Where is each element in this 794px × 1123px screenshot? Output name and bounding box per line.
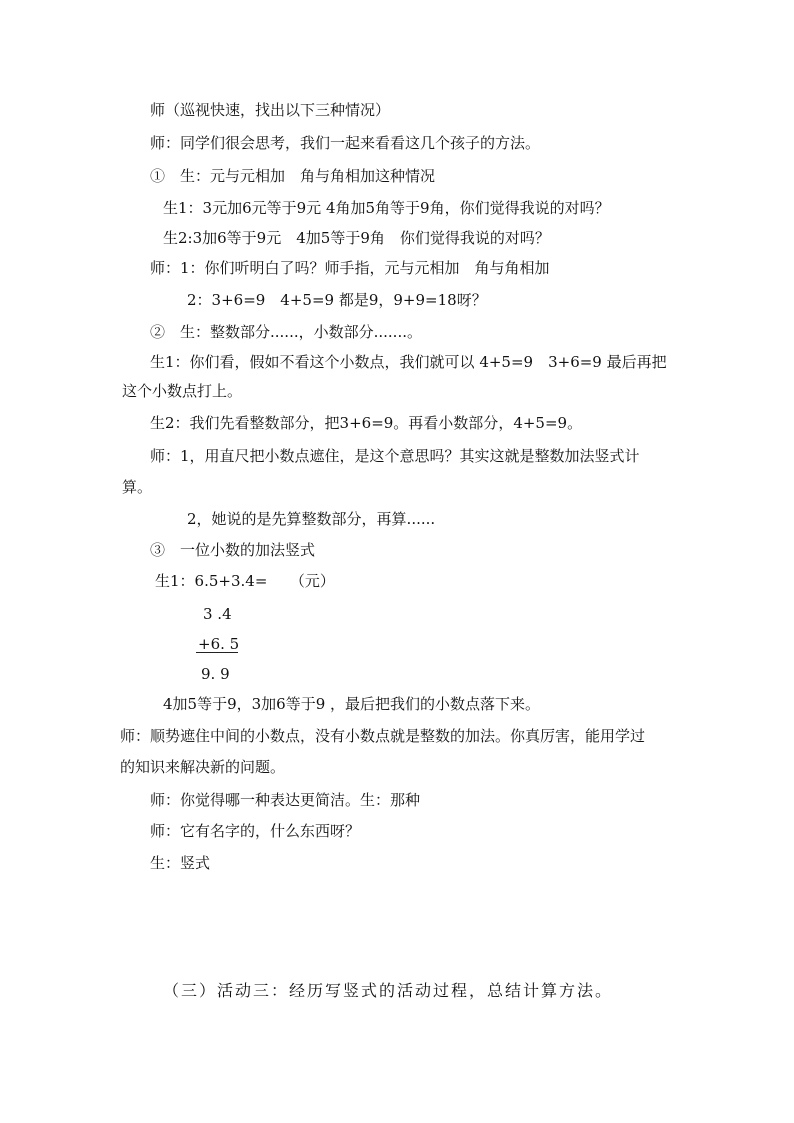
text-line: ② 生：整数部分......，小数部分.......。 bbox=[150, 323, 422, 341]
text-line: 师：同学们很会思考，我们一起来看看这几个孩子的方法。 bbox=[150, 134, 541, 152]
text-line: 师（巡视快速，找出以下三种情况） bbox=[150, 101, 391, 119]
section-heading: （三）活动三：经历写竖式的活动过程，总结计算方法。 bbox=[163, 981, 614, 1000]
text-line: ① 生：元与元相加 角与角相加这种情况 bbox=[150, 167, 436, 185]
text-line: 4加5等于9，3加6等于9 ，最后把我们的小数点落下来。 bbox=[163, 695, 541, 713]
text-line: 师：顺势遮住中间的小数点，没有小数点就是整数的加法。你真厉害，能用学过 bbox=[120, 727, 646, 745]
text-line: 2：3+6=9 4+5=9 都是9，9+9=18呀？ bbox=[187, 291, 487, 309]
text-line: 生1：3元加6元等于9元 4角加5角等于9角，你们觉得我说的对吗？ bbox=[163, 199, 610, 217]
vertical-addend-1: 3 .4 bbox=[203, 605, 232, 623]
vertical-addend-2: +6. 5 bbox=[198, 635, 240, 653]
vertical-sum-line bbox=[196, 652, 238, 653]
text-line: 师：它有名字的，什么东西呀？ bbox=[150, 822, 361, 840]
text-line: 生2：我们先看整数部分，把3+6=9。再看小数部分，4+5=9。 bbox=[150, 414, 583, 432]
text-line: 生：竖式 bbox=[150, 854, 211, 872]
text-line: 生2:3加6等于9元 4加5等于9角 你们觉得我说的对吗？ bbox=[163, 229, 550, 247]
text-line: ③ 一位小数的加法竖式 bbox=[150, 541, 316, 559]
text-line: 师：你觉得哪一种表达更简洁。生：那种 bbox=[150, 791, 421, 809]
text-line: 师：1，用直尺把小数点遮住，是这个意思吗？其实这就是整数加法竖式计 bbox=[150, 447, 640, 465]
text-line: 生1：6.5+3.4= （元） bbox=[155, 572, 335, 590]
vertical-sum: 9. 9 bbox=[201, 665, 230, 683]
text-line: 这个小数点打上。 bbox=[122, 382, 243, 400]
text-line: 的知识来解决新的问题。 bbox=[120, 758, 286, 776]
text-line: 生1：你们看，假如不看这个小数点，我们就可以 4+5=9 3+6=9 最后再把 bbox=[150, 353, 667, 371]
text-line: 2，她说的是先算整数部分，再算...... bbox=[187, 510, 436, 528]
text-line: 算。 bbox=[122, 478, 153, 496]
text-line: 师：1：你们听明白了吗？师手指，元与元相加 角与角相加 bbox=[150, 259, 550, 277]
